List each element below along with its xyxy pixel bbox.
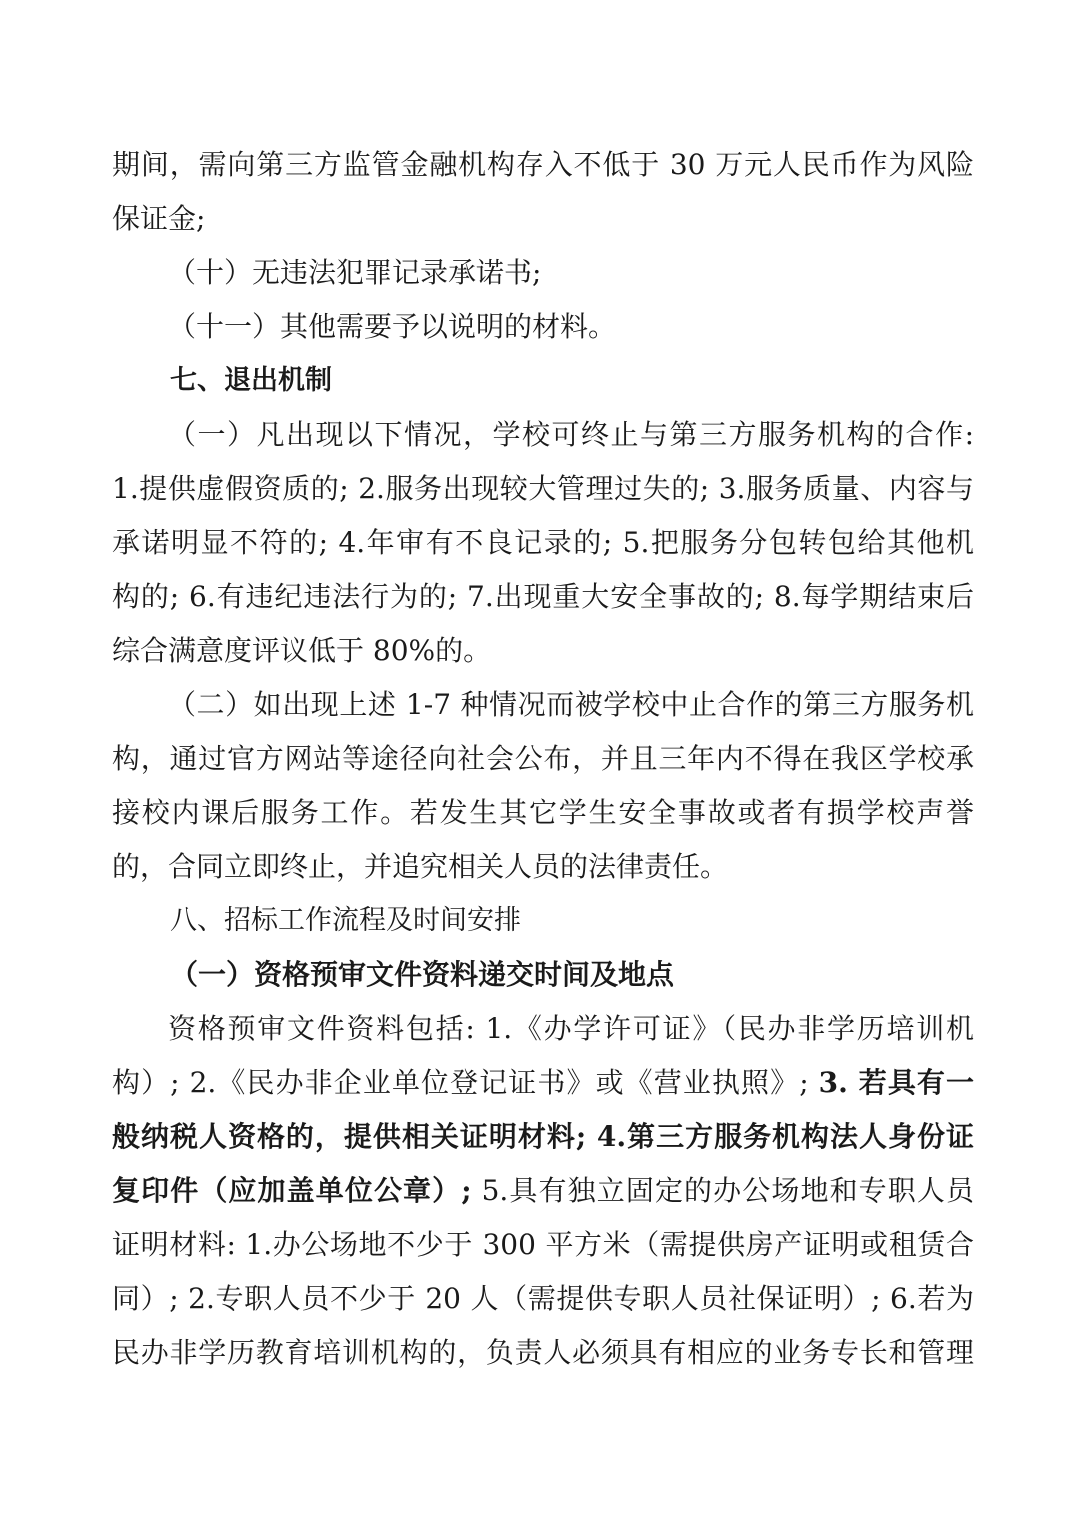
paragraph-line-bold: 般纳税人资格的，提供相关证明材料; 4.第三方服务机构法人身份证 (112, 1120, 974, 1153)
paragraph-line: （一）凡出现以下情况，学校可终止与第三方服务机构的合作: (168, 418, 974, 451)
paragraph-line: 承诺明显不符的; 4.年审有不良记录的; 5.把服务分包转包给其他机 (112, 526, 974, 559)
paragraph-line: 1.提供虚假资质的; 2.服务出现较大管理过失的; 3.服务质量、内容与 (112, 472, 974, 505)
paragraph-line: 的，合同立即终止，并追究相关人员的法律责任。 (112, 850, 729, 883)
bold-text-run: 复印件（应加盖单位公章）; (112, 1174, 472, 1207)
paragraph-line: 接校内课后服务工作。若发生其它学生安全事故或者有损学校声誉 (112, 796, 974, 829)
text-run: 5.具有独立固定的办公场地和专职人员 (481, 1174, 974, 1207)
paragraph-line: 保证金; (112, 202, 206, 235)
document-page (112, 138, 974, 1380)
paragraph-line: 同）; 2.专职人员不少于 20 人（需提供专职人员社保证明）; 6.若为 (112, 1282, 974, 1315)
list-item: （十）无违法犯罪记录承诺书; (168, 256, 542, 289)
paragraph-line: （二）如出现上述 1-7 种情况而被学校中止合作的第三方服务机 (168, 688, 974, 721)
paragraph-line: 资格预审文件资料包括: 1.《办学许可证》（民办非学历培训机 (168, 1012, 974, 1045)
paragraph-line: 民办非学历教育培训机构的，负责人必须具有相应的业务专长和管理 (112, 1336, 974, 1369)
section-heading: 七、退出机制 (170, 365, 332, 396)
paragraph-line: 证明材料: 1.办公场地不少于 300 平方米（需提供房产证明或租赁合 (112, 1228, 974, 1261)
subsection-heading: （一）资格预审文件资料递交时间及地点 (170, 958, 675, 991)
paragraph-line: 综合满意度评议低于 80%的。 (112, 634, 492, 667)
paragraph-line: 期间，需向第三方监管金融机构存入不低于 30 万元人民币作为风险 (112, 148, 974, 181)
list-item: （十一）其他需要予以说明的材料。 (168, 310, 617, 343)
bold-text-run: 3. 若具有一 (818, 1066, 974, 1099)
paragraph-line (112, 1164, 974, 1218)
text-run: 构）; 2.《民办非企业单位登记证书》或《营业执照》; (112, 1066, 809, 1099)
section-heading: 八、招标工作流程及时间安排 (170, 905, 521, 936)
paragraph-line: 构，通过官方网站等途径向社会公布，并且三年内不得在我区学校承 (112, 742, 974, 775)
paragraph-line (112, 1056, 974, 1110)
paragraph-line: 构的; 6.有违纪违法行为的; 7.出现重大安全事故的; 8.每学期结束后 (112, 580, 974, 613)
